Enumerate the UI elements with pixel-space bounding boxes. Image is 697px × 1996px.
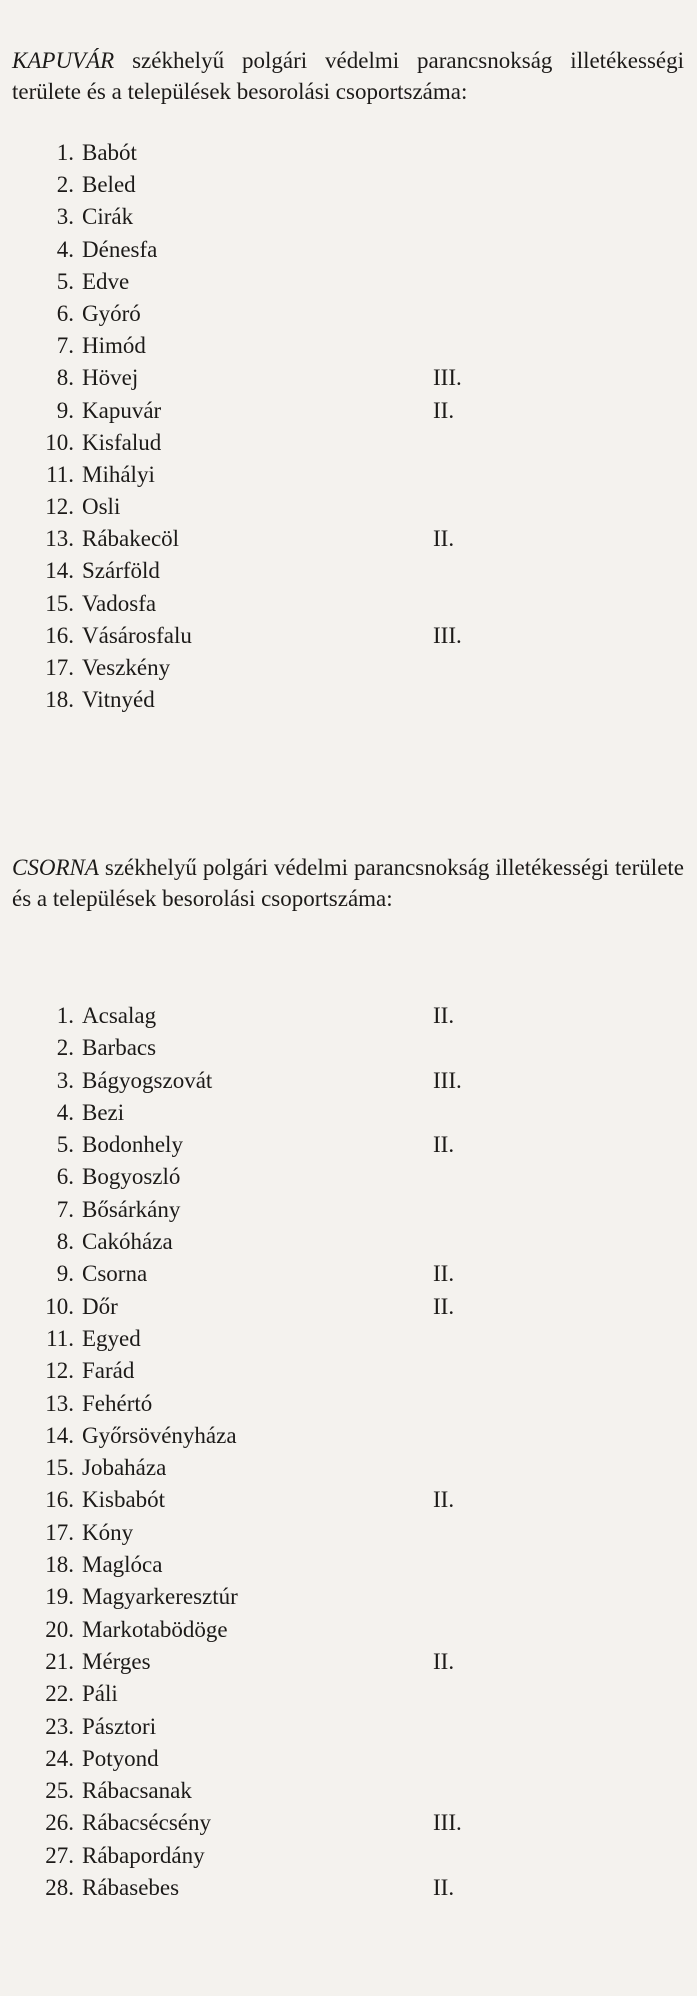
item-number: 17. (45, 1519, 74, 1545)
settlement-name: Vitnyéd (82, 687, 155, 713)
settlement-name: Dénesfa (82, 236, 158, 262)
list-item (0, 1614, 697, 1646)
list-item (0, 1258, 697, 1290)
item-number: 8. (56, 1229, 74, 1255)
list-item (0, 169, 697, 201)
settlement-name: Magyarkeresztúr (82, 1584, 238, 1610)
item-number: 15. (45, 1455, 74, 1481)
group-number: III. (433, 365, 462, 391)
settlement-name: Cirák (82, 204, 134, 230)
settlement-name: Hövej (82, 365, 139, 391)
item-number: 17. (45, 655, 74, 680)
item-number: 2. (56, 1035, 74, 1061)
item-number: 3. (56, 1067, 74, 1093)
list-item (0, 1194, 697, 1226)
section-intro-kapuvar (12, 45, 684, 107)
group-number: III. (433, 622, 462, 648)
settlement-name: Rábapordány (82, 1842, 205, 1868)
list-item (0, 1517, 697, 1549)
settlement-list-kapuvar (0, 137, 697, 716)
list-item (0, 459, 697, 491)
settlement-name: Csorna (82, 1261, 148, 1287)
list-item (0, 137, 697, 169)
item-number: 5. (56, 268, 74, 294)
list-item (0, 1678, 697, 1710)
settlement-name: Bezi (82, 1099, 125, 1125)
seat-name: KAPUVÁR (12, 48, 115, 73)
settlement-name: Rábacsanak (82, 1778, 192, 1804)
item-number: 23. (45, 1713, 74, 1739)
list-item (0, 1226, 697, 1258)
settlement-name: Rábacsécsény (82, 1810, 211, 1836)
item-number: 22. (45, 1681, 74, 1707)
settlement-name: Bágyogszovát (82, 1067, 213, 1093)
settlement-name: Vásárosfalu (82, 622, 192, 648)
item-number: 10. (45, 1293, 74, 1319)
settlement-name: Edve (82, 268, 130, 294)
list-item (0, 1581, 697, 1613)
settlement-name: Cakóháza (82, 1229, 173, 1255)
item-number: 18. (45, 687, 74, 713)
item-number: 11. (46, 1325, 74, 1351)
settlement-name: Acsalag (82, 1003, 157, 1028)
settlement-name: Bogyoszló (82, 1164, 181, 1190)
list-item (0, 234, 697, 266)
list-item (0, 298, 697, 330)
settlement-name: Gyóró (82, 300, 141, 326)
settlement-name: Barbacs (82, 1035, 157, 1061)
settlement-name: Potyond (82, 1745, 159, 1771)
list-item (0, 1711, 697, 1743)
item-number: 14. (45, 558, 74, 584)
section-description: székhelyű polgári védelmi parancsnokság illetékességi területe és a települések besorolási csoportszáma: (12, 855, 684, 911)
list-item (0, 1355, 697, 1387)
list-item (0, 1032, 697, 1064)
item-number: 20. (45, 1616, 74, 1642)
settlement-name: Páli (82, 1681, 118, 1707)
list-item (0, 620, 697, 652)
item-number: 14. (45, 1422, 74, 1448)
item-number: 16. (45, 622, 74, 648)
group-number: II. (433, 1875, 455, 1901)
item-number: 1. (56, 1003, 74, 1028)
settlement-name: Rábasebes (82, 1875, 180, 1901)
settlement-name: Egyed (82, 1325, 141, 1351)
settlement-name: Beled (82, 172, 136, 198)
group-number: II. (433, 526, 455, 552)
list-item (0, 1807, 697, 1839)
list-item (0, 1484, 697, 1516)
list-item (0, 330, 697, 362)
group-number: II. (433, 1132, 455, 1158)
settlement-name: Bősárkány (82, 1196, 181, 1222)
section-description: székhelyű polgári védelmi parancsnokság illetékességi területe és a települések besorolási csoportszáma: (12, 48, 684, 104)
list-item (0, 1000, 697, 1032)
list-item (0, 362, 697, 394)
item-number: 7. (56, 1196, 74, 1222)
group-number: II. (433, 1648, 455, 1674)
group-number: II. (433, 1003, 455, 1028)
item-number: 13. (45, 1390, 74, 1416)
settlement-name: Osli (82, 494, 121, 520)
list-item (0, 1129, 697, 1161)
group-number: II. (433, 1293, 455, 1319)
settlement-name: Fehértó (82, 1390, 153, 1416)
list-item (0, 588, 697, 620)
item-number: 6. (56, 300, 74, 326)
list-item (0, 1388, 697, 1420)
list-item (0, 266, 697, 298)
settlement-name: Jobaháza (82, 1455, 167, 1481)
list-item (0, 427, 697, 459)
list-item (0, 1840, 697, 1872)
item-number: 25. (45, 1778, 74, 1804)
settlement-name: Győrsövényháza (82, 1422, 237, 1448)
list-item (0, 1743, 697, 1775)
settlement-name: Himód (82, 333, 146, 359)
item-number: 5. (56, 1132, 74, 1158)
item-number: 26. (45, 1810, 74, 1836)
seat-name: CSORNA (12, 855, 99, 880)
list-item (0, 1646, 697, 1678)
item-number: 6. (56, 1164, 74, 1190)
group-number: II. (433, 1261, 455, 1287)
item-number: 24. (45, 1745, 74, 1771)
item-number: 9. (56, 397, 74, 423)
settlement-name: Veszkény (82, 655, 171, 680)
settlement-name: Maglóca (82, 1552, 163, 1578)
list-item (0, 1549, 697, 1581)
settlement-list-csorna (0, 1000, 697, 1904)
item-number: 4. (56, 1099, 74, 1125)
group-number: II. (433, 1487, 455, 1513)
settlement-name: Kisbabót (82, 1487, 166, 1513)
item-number: 18. (45, 1552, 74, 1578)
list-item (0, 684, 697, 716)
list-item (0, 1097, 697, 1129)
list-item (0, 201, 697, 233)
list-item (0, 652, 697, 684)
item-number: 12. (45, 1358, 74, 1384)
group-number: III. (433, 1067, 462, 1093)
list-item (0, 1291, 697, 1323)
item-number: 27. (45, 1842, 74, 1868)
item-number: 28. (45, 1875, 74, 1901)
item-number: 15. (45, 590, 74, 616)
item-number: 11. (46, 461, 74, 487)
item-number: 16. (45, 1487, 74, 1513)
group-number: III. (433, 1810, 462, 1836)
item-number: 8. (56, 365, 74, 391)
settlement-name: Mérges (82, 1648, 151, 1674)
settlement-name: Kapuvár (82, 397, 162, 423)
list-item (0, 523, 697, 555)
settlement-name: Babót (82, 140, 137, 165)
list-item (0, 1420, 697, 1452)
settlement-name: Farád (82, 1358, 135, 1384)
item-number: 1. (56, 140, 74, 165)
settlement-name: Rábakecöl (82, 526, 180, 552)
list-item (0, 491, 697, 523)
list-item (0, 1775, 697, 1807)
item-number: 3. (56, 204, 74, 230)
item-number: 13. (45, 526, 74, 552)
item-number: 12. (45, 494, 74, 520)
settlement-name: Kóny (82, 1519, 134, 1545)
item-number: 2. (56, 172, 74, 198)
list-item (0, 1323, 697, 1355)
list-item (0, 1872, 697, 1904)
item-number: 10. (45, 429, 74, 455)
item-number: 7. (56, 333, 74, 359)
settlement-name: Bodonhely (82, 1132, 183, 1158)
item-number: 19. (45, 1584, 74, 1610)
section-intro-csorna (12, 852, 684, 914)
settlement-name: Szárföld (82, 558, 160, 584)
settlement-name: Pásztori (82, 1713, 157, 1739)
item-number: 21. (45, 1648, 74, 1674)
settlement-name: Dőr (82, 1293, 118, 1319)
list-item (0, 1452, 697, 1484)
list-item (0, 555, 697, 587)
list-item (0, 1161, 697, 1193)
settlement-name: Markotabödöge (82, 1616, 228, 1642)
list-item (0, 1065, 697, 1097)
item-number: 4. (56, 236, 74, 262)
settlement-name: Vadosfa (82, 590, 157, 616)
settlement-name: Mihályi (82, 461, 155, 487)
list-item (0, 395, 697, 427)
item-number: 9. (56, 1261, 74, 1287)
settlement-name: Kisfalud (82, 429, 162, 455)
group-number: II. (433, 397, 455, 423)
